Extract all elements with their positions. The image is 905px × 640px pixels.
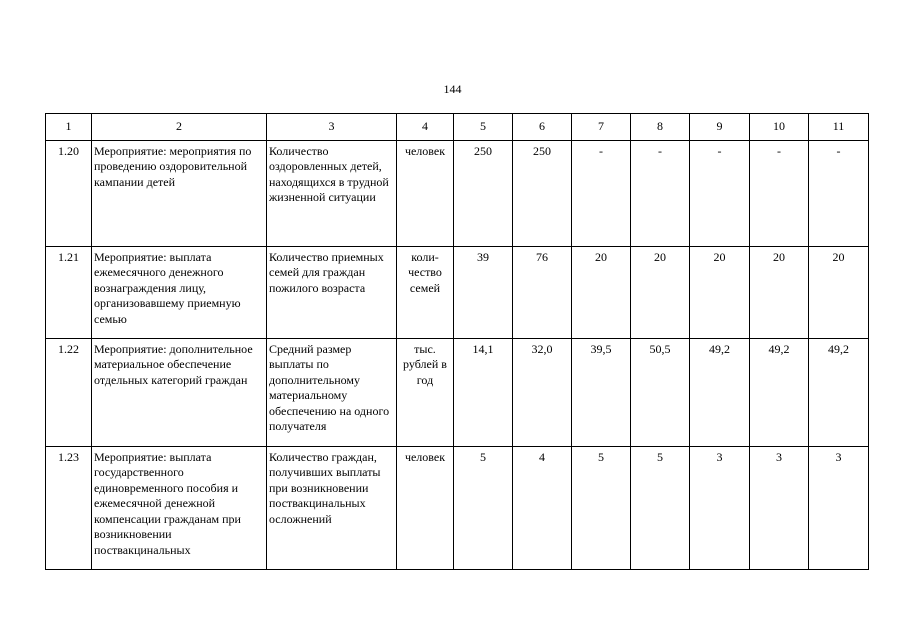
value-cell: 250 bbox=[454, 140, 513, 246]
value-cell: - bbox=[690, 140, 750, 246]
column-header: 4 bbox=[397, 114, 454, 141]
value-cell: 4 bbox=[513, 446, 572, 569]
column-header: 3 bbox=[267, 114, 397, 141]
unit-cell: человек bbox=[397, 446, 454, 569]
unit-cell: тыс. рублей в год bbox=[397, 338, 454, 446]
value-cell: 14,1 bbox=[454, 338, 513, 446]
value-cell: 39,5 bbox=[572, 338, 631, 446]
unit-cell: человек bbox=[397, 140, 454, 246]
indicator-cell: Количество граждан, получивших выплаты при возникновении поствакцинальных осложнений bbox=[267, 446, 397, 569]
row-number: 1.20 bbox=[46, 140, 92, 246]
table-row bbox=[46, 338, 869, 446]
table-row bbox=[46, 246, 869, 338]
indicator-cell: Количество оздоровленных детей, находящихся в трудной жизненной ситуации bbox=[267, 140, 397, 246]
value-cell: 39 bbox=[454, 246, 513, 338]
column-header: 7 bbox=[572, 114, 631, 141]
event-cell: Мероприятие: мероприятия по проведению оздоровительной кампании детей bbox=[92, 140, 267, 246]
value-cell: 3 bbox=[690, 446, 750, 569]
column-header: 6 bbox=[513, 114, 572, 141]
value-cell: 20 bbox=[690, 246, 750, 338]
value-cell: - bbox=[750, 140, 809, 246]
value-cell: 3 bbox=[750, 446, 809, 569]
value-cell: 20 bbox=[631, 246, 690, 338]
event-cell: Мероприятие: дополнительное материальное обеспечение отдельных категорий граждан bbox=[92, 338, 267, 446]
data-table bbox=[45, 113, 869, 570]
value-cell: 5 bbox=[454, 446, 513, 569]
value-cell: - bbox=[572, 140, 631, 246]
unit-cell: коли-чество семей bbox=[397, 246, 454, 338]
indicator-cell: Средний размер выплаты по дополнительному материальному обеспечению на одного получателя bbox=[267, 338, 397, 446]
row-number: 1.21 bbox=[46, 246, 92, 338]
page-number: 144 bbox=[443, 82, 462, 96]
table-row bbox=[46, 446, 869, 569]
row-number: 1.23 bbox=[46, 446, 92, 569]
value-cell: 49,2 bbox=[750, 338, 809, 446]
value-cell: 76 bbox=[513, 246, 572, 338]
value-cell: - bbox=[809, 140, 869, 246]
value-cell: 32,0 bbox=[513, 338, 572, 446]
event-cell: Мероприятие: выплата государственного единовременного пособия и ежемесячной денежной компенсации гражданам при возникновении поствакцинальных bbox=[92, 446, 267, 569]
value-cell: 250 bbox=[513, 140, 572, 246]
value-cell: 50,5 bbox=[631, 338, 690, 446]
column-header: 8 bbox=[631, 114, 690, 141]
value-cell: 20 bbox=[809, 246, 869, 338]
column-header: 11 bbox=[809, 114, 869, 141]
row-number: 1.22 bbox=[46, 338, 92, 446]
event-cell: Мероприятие: выплата ежемесячного денежного вознаграждения лицу, организовавшему приемную семью bbox=[92, 246, 267, 338]
column-header: 5 bbox=[454, 114, 513, 141]
value-cell: 3 bbox=[809, 446, 869, 569]
value-cell: - bbox=[631, 140, 690, 246]
value-cell: 49,2 bbox=[690, 338, 750, 446]
column-header: 1 bbox=[46, 114, 92, 141]
column-header: 10 bbox=[750, 114, 809, 141]
value-cell: 20 bbox=[750, 246, 809, 338]
column-header: 2 bbox=[92, 114, 267, 141]
value-cell: 5 bbox=[631, 446, 690, 569]
table-header-row bbox=[46, 114, 869, 141]
value-cell: 20 bbox=[572, 246, 631, 338]
value-cell: 5 bbox=[572, 446, 631, 569]
value-cell: 49,2 bbox=[809, 338, 869, 446]
indicator-cell: Количество приемных семей для граждан пожилого возраста bbox=[267, 246, 397, 338]
column-header: 9 bbox=[690, 114, 750, 141]
table-row bbox=[46, 140, 869, 246]
